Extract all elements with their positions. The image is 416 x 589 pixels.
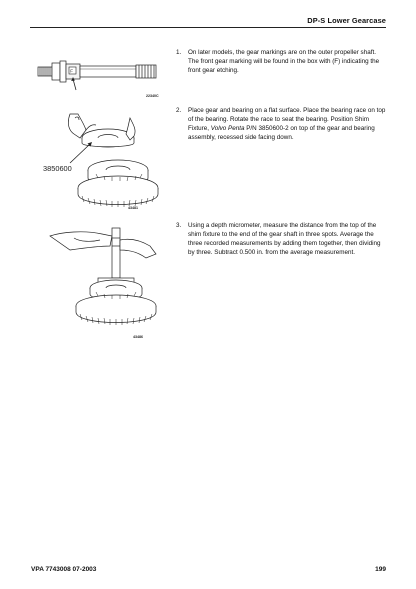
header-rule	[30, 27, 386, 28]
step-2-text	[188, 107, 388, 143]
depth-micrometer-illustration	[40, 224, 166, 334]
figure-3-id: 43486	[133, 335, 143, 339]
footer-page-number: 199	[375, 566, 386, 573]
figure-gear-shim-fixture	[34, 108, 164, 216]
step-1-text: On later models, the gear markings are on the outer propeller shaft. The front gear marking will be found in the box with (F) indicating the front gear etching.	[188, 49, 380, 74]
step-2-text-part-2: P/N 3850600-2 on top of the gear and bearing assembly, recessed side facing down.	[188, 124, 375, 141]
figure-depth-micrometer	[40, 224, 166, 334]
step-2-number: 2.	[176, 107, 182, 114]
footer-document-id: VPA 7743008 07-2003	[31, 566, 97, 573]
figure-propeller-shaft	[36, 52, 162, 92]
figure-1-id: 22340C	[146, 94, 159, 98]
step-2-brand: Volvo Penta	[210, 124, 245, 132]
step-2-text-part-1: Place gear and bearing on a flat surface. Place the bearing race on top of the bearing. Rotate the race to seat the bearing. Position Shim Fixture,	[188, 107, 386, 132]
propeller-shaft-illustration	[36, 52, 162, 92]
figure-2-id: 43481	[128, 206, 138, 210]
step-3	[176, 222, 388, 258]
step-1	[176, 49, 388, 76]
step-3-number: 3.	[176, 222, 182, 229]
svg-text:F: F	[70, 68, 74, 74]
step-3-text: Using a depth micrometer, measure the distance from the top of the shim fixture to the end of the gear shaft in three spots. Average the three recorded measurements by adding them together, then dividing by three. Subtract 0.500 in. from the average measurement.	[188, 222, 381, 256]
page-header-title: DP-S Lower Gearcase	[307, 16, 386, 25]
step-1-number: 1.	[176, 49, 182, 56]
step-2	[176, 107, 388, 143]
gear-shim-fixture-illustration	[34, 108, 164, 216]
tool-callout-label: 3850600	[43, 164, 72, 173]
